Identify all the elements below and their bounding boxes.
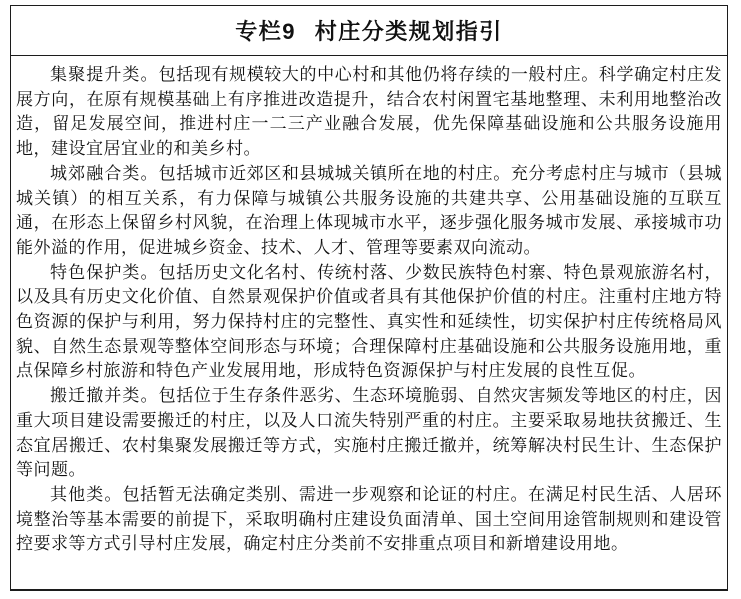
- panel-title-prefix: 专栏9: [235, 19, 297, 44]
- panel-title: [11, 6, 727, 56]
- paragraph-text: 包括位于生存条件恶劣、生态环境脆弱、自然灾害频发等地区的村庄，因重大项目建设需要搬迁的村庄，以及人口流失特别严重的村庄。主要采取易地扶贫搬迁、生态宜居搬迁、农村集聚发展搬迁等方式，实施村庄搬迁撤并，统筹解决村民生计、生态保护等问题。: [16, 386, 723, 480]
- paragraph-text: 包括城市近郊区和县城城关镇所在地的村庄。充分考虑村庄与城市（县城城关镇）的相互关系，有力保障与城镇公共服务设施的共建共享、公用基础设施的互联互通，在形态上保留乡村风貌，在治理上体现城市水平，逐步强化服务城市发展、承接城市功能外溢的作用，促进城乡资金、技术、人才、管理等要素双向流动。: [16, 163, 723, 257]
- category-label: 城郊融合类。: [50, 163, 159, 183]
- paragraph-urban-rural-integration: [16, 162, 722, 261]
- category-label: 特色保护类。: [50, 262, 159, 282]
- category-label: 集聚提升类。: [50, 65, 159, 84]
- panel-body: [11, 56, 727, 557]
- paragraph-text: 包括现有规模较大的中心村和其他仍将存续的一般村庄。科学确定村庄发展方向，在原有规模基础上有序推进改造提升，结合农村闲置宅基地整理、未利用地整治改造，留足发展空间，推进村庄一二三产业融合发展，优先保障基础设施和公共服务设施用地，建设宜居宜业的和美乡村。: [16, 65, 723, 159]
- paragraph-cluster-upgrade: [16, 63, 722, 162]
- panel-title-text: 村庄分类规划指引: [314, 19, 503, 44]
- paragraph-relocation-merge: [16, 384, 722, 483]
- category-label: 搬迁撤并类。: [50, 386, 159, 406]
- paragraph-text: 包括历史文化名村、传统村落、少数民族特色村寨、特色景观旅游名村，以及具有历史文化价值、自然景观保护价值或者具有其他保护价值的村庄。注重村庄地方特色资源的保护与利用，努力保持村庄的完整性、真实性和延续性，切实保护村庄传统格局风貌、自然生态景观等整体空间形态与环境；合理保障村庄基础设施和公共服务设施用地，重点保障乡村旅游和特色产业发展用地，形成特色资源保护与村庄发展的良性互促。: [16, 262, 723, 381]
- paragraph-text: 包括暂无法确定类别、需进一步观察和论证的村庄。在满足村民生活、人居环境整治等基本需要的前提下，采取明确村庄建设负面清单、国土空间用途管制规则和建设管控要求等方式引导村庄发展，确定村庄分类前不安排重点项目和新增建设用地。: [16, 484, 723, 554]
- paragraph-characteristic-protection: [16, 261, 722, 385]
- category-label: 其他类。: [50, 484, 123, 504]
- column9-panel: [10, 5, 728, 591]
- paragraph-other-category: [16, 483, 722, 557]
